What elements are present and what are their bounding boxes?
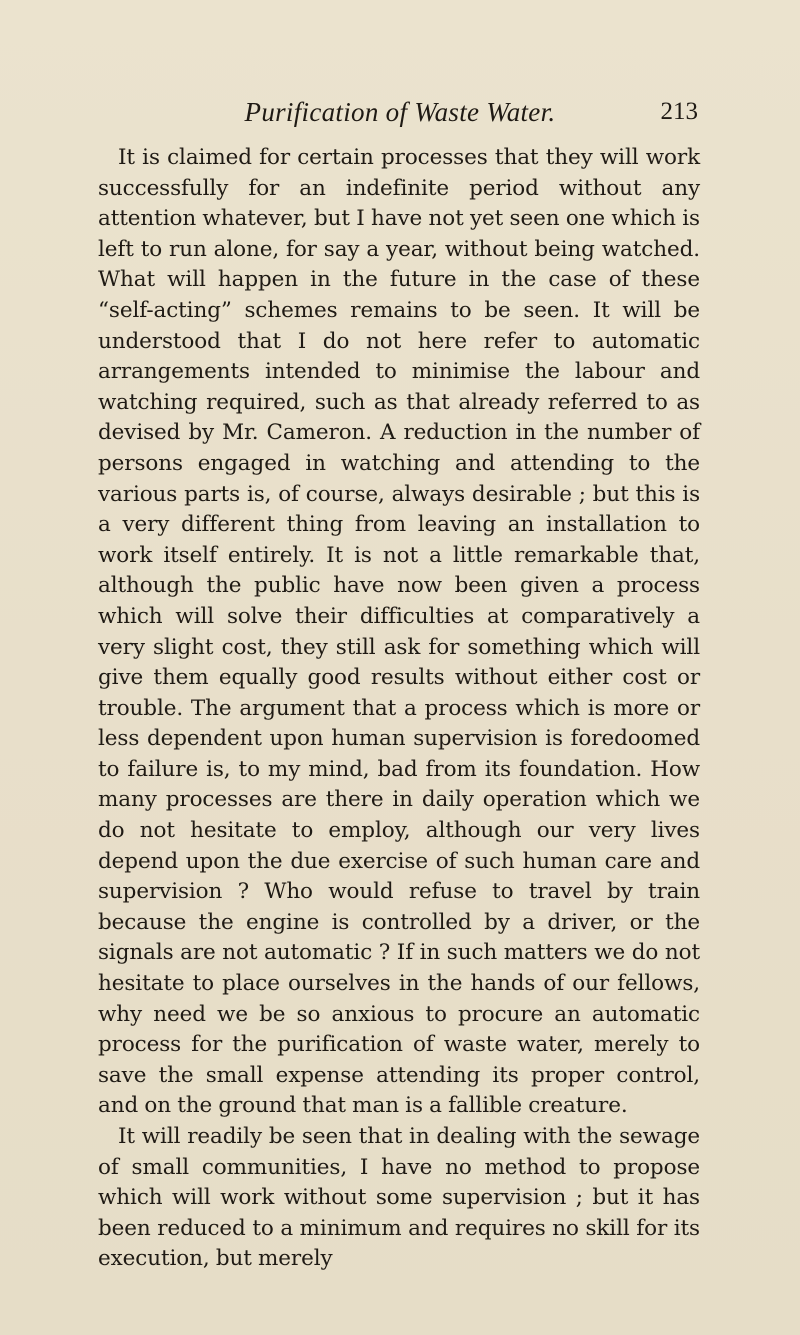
page-number: 213 <box>660 98 698 125</box>
running-title: Purification of Waste Water. <box>244 97 556 127</box>
paragraph-2: It will readily be seen that in dealing with the sewage of small communities, I have no method to propose which will work without some supervision ; but it has been reduced to a minimum and requires no skill for its execution, but merely <box>98 1124 700 1272</box>
running-head <box>0 92 800 132</box>
paragraph-1: It is claimed for certain processes that they will work successfully for an indefinite period without any attention whatever, but I have not yet seen one which is left to run alone, for say a year, without being watched. What will happen in the future in the case of these “self-acting” schemes remains to be seen. It will be understood that I do not here refer to automatic arrangements intended to minimise the labour and watching required, such as that already referred to as devised by Mr. Cameron. A reduction in the number of persons engaged in watching and attending to the various parts is, of course, always desirable ; but this is a very different thing from leaving an installation to work itself entirely. It is not a little remarkable that, although the public have now been given a process which will solve their difficulties at comparatively a very slight cost, they still ask for something which will give them equally good results without either cost or trouble. The argument that a process which is more or less dependent upon human supervision is foredoomed to failure is, to my mind, bad from its foundation. How many processes are there in daily operation which we do not hesitate to employ, although our very lives depend upon the due exercise of such human care and supervision ? Who would refuse to travel by train because the engine is controlled by a driver, or the signals are not automatic ? If in such matters we do not hesitate to place ourselves in the hands of our fellows, why need we be so anxious to procure an automatic process for the purification of waste water, merely to save the small expense attending its proper control, and on the ground that man is a fallible creature. <box>98 145 700 1119</box>
body-text <box>98 143 700 1275</box>
